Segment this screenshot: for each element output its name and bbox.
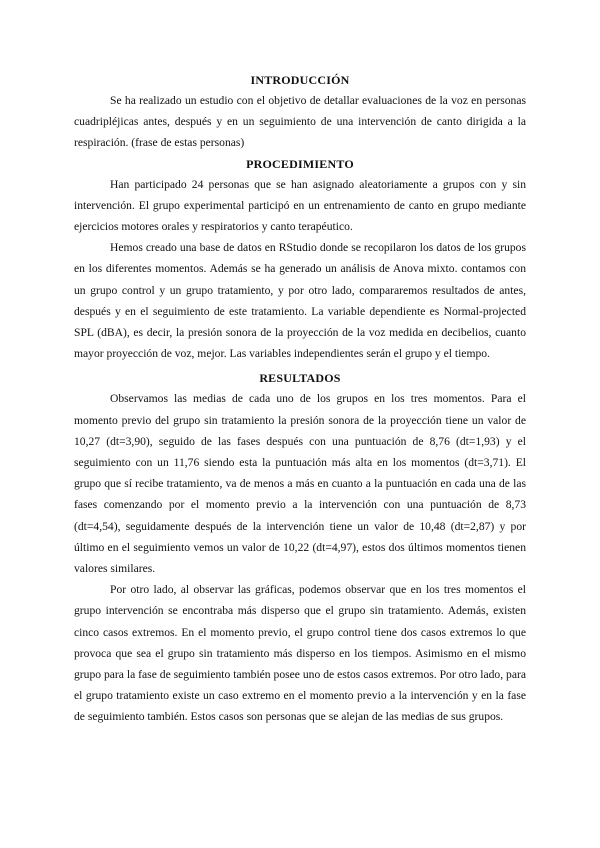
heading-procedimiento: PROCEDIMIENTO xyxy=(246,156,354,171)
procedimiento-paragraph-2: Hemos creado una base de datos en RStudio donde se recopilaron los datos de los grupos en los diferentes momentos. Además se ha generado un análisis de Anova mixto. contamos con un grupo control y un grupo tratamiento, y por otro lado, compararemos resultados de antes, después y en el seguimiento de este tratamiento. La variable dependiente es Normal-projected SPL (dBA), es decir, la presión sonora de la proyección de la voz medida en decibelios, cuanto mayor proyección de voz, mejor. Las variables independientes serán el grupo y el tiempo. xyxy=(74,241,526,361)
heading-resultados: RESULTADOS xyxy=(259,371,341,386)
section-procedimiento xyxy=(74,154,526,365)
resultados-paragraph-2: Por otro lado, al observar las gráficas, podemos observar que en los tres momentos el grupo intervención se encontraba más disperso que el grupo sin tratamiento. Además, existen cinco casos extremos. En el momento previo, el grupo control tiene dos casos extremos lo que provoca que sea el grupo sin tratamiento más disperso en los tiempos. Asimismo en el mismo grupo para la fase de seguimiento también posee uno de estos casos extremos. Por otro lado, para el grupo tratamiento existe un caso extremo en el momento previo a la intervención y en la fase de seguimiento también. Estos casos son personas que se alejan de las medias de sus grupos. xyxy=(74,583,526,724)
section-resultados xyxy=(74,368,526,727)
document-page xyxy=(74,70,526,728)
introduccion-paragraph-1: Se ha realizado un estudio con el objetivo de detallar evaluaciones de la voz en personas cuadripléjicas antes, después y en un seguimiento de una intervención de canto dirigida a la respiración. (frase de estas personas) xyxy=(74,94,526,150)
heading-introduccion: INTRODUCCIÓN xyxy=(250,73,350,87)
procedimiento-paragraph-1: Han participado 24 personas que se han asignado aleatoriamente a grupos con y sin intervención. El grupo experimental participó en un entrenamiento de canto en grupo mediante ejercicios motores orales y respiratorios y canto terapéutico. xyxy=(74,177,526,234)
resultados-paragraph-1: Observamos las medias de cada uno de los grupos en los tres momentos. Para el momento previo del grupo sin tratamiento la presión sonora de la proyección tiene un valor de 10,27 (dt=3,90), seguido de las fases después con una puntuación de 8,76 (dt=1,93) y el seguimiento con un 11,76 siendo esta la puntuación más alta en los momentos (dt=3,71). El grupo que sí recibe tratamiento, va de menos a más en cuanto a la puntuación en cada una de las fases comenzando por el momento previo a la intervención con una puntuación de 8,73 (dt=4,54), seguidamente después de la intervención tiene un valor de 10,48 (dt=2,87) y por último en el seguimiento vemos un valor de 10,22 (dt=4,97), estos dos últimos momentos tienen valores similares. xyxy=(74,392,526,576)
section-introduccion xyxy=(74,70,526,154)
